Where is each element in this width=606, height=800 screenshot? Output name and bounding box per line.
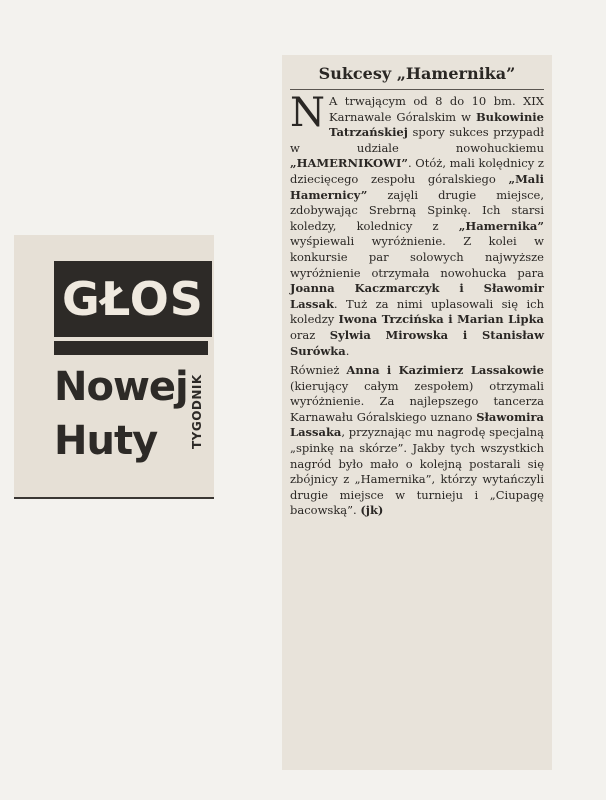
text-run: . Otóż, mali kolędnicy z dziecięcego zespołu góralskiego: [290, 156, 544, 186]
masthead-title: GŁOS: [54, 261, 212, 337]
text-run: A trwającym od 8 do 10 bm. XIX Karnawale Góralskim w: [329, 94, 544, 124]
text-run: . Tuż za nimi uplasowali się ich koledzy: [290, 296, 544, 327]
text-run: Również: [290, 363, 347, 378]
text-run: spory sukces przypadł w udziale nowohuckiemu: [290, 125, 544, 155]
article-paragraph: [290, 90, 545, 359]
bold-text: Iwona Trzcińska i Marian Lipka: [338, 312, 545, 327]
text-run: oraz: [290, 327, 330, 342]
bold-text: Sylwia Mirowska i Stanisław Surówka: [290, 327, 544, 358]
article-headline: Sukcesy „Hamernika”: [290, 63, 544, 90]
bold-text: Sławomira Lassaka: [290, 409, 544, 440]
article-clipping: [282, 55, 552, 770]
bold-text: „Mali Hamernicy”: [290, 171, 544, 202]
text-run: , przyznając mu nagrodę specjalną „spinkę na skórze”. Jakby tych wszystkich nagród było mało o kolejną postarali się zbójnicy z „Hamernika”, którzy wytańczyli drugie miejsce w turnieju i „Ciupagę bacowską”.: [290, 425, 544, 518]
masthead-clipping: [14, 235, 214, 499]
article-paragraph: [290, 363, 544, 519]
article-body: [290, 90, 545, 519]
masthead-bar: [54, 341, 208, 355]
bold-text: Joanna Kaczmarczyk i Sławomir Lassak: [290, 281, 544, 311]
text-run: (kierujący całym zespołem) otrzymali wyróżnienie. Za najlepszego tancerza Karnawału Góralskiego uznano: [290, 378, 544, 424]
text-run: zajęli drugie miejsce, zdobywając Srebrną Spinkę. Ich starsi koledzy, kolednicy z: [290, 187, 544, 233]
text-run: .: [345, 343, 350, 358]
masthead-word-nowej: Nowej: [54, 364, 188, 410]
bold-text: Bukowinie Tatrzańskiej: [329, 109, 544, 140]
bold-text: „Hamernika”: [458, 218, 544, 233]
bold-text: (jk): [360, 503, 384, 518]
masthead-weekly-label: TYGODNIK: [190, 374, 204, 449]
drop-cap: N: [290, 90, 325, 136]
masthead-word-huty: Huty: [54, 418, 158, 464]
bold-text: Anna i Kazimierz Lassakowie: [346, 363, 544, 378]
text-run: wyśpiewali wyróżnienie. Z kolei w konkursie par solowych najwyższe wyróżnienie otrzymała nowohucka para: [290, 234, 544, 280]
bold-text: „HAMERNIKOWI”: [290, 156, 408, 171]
